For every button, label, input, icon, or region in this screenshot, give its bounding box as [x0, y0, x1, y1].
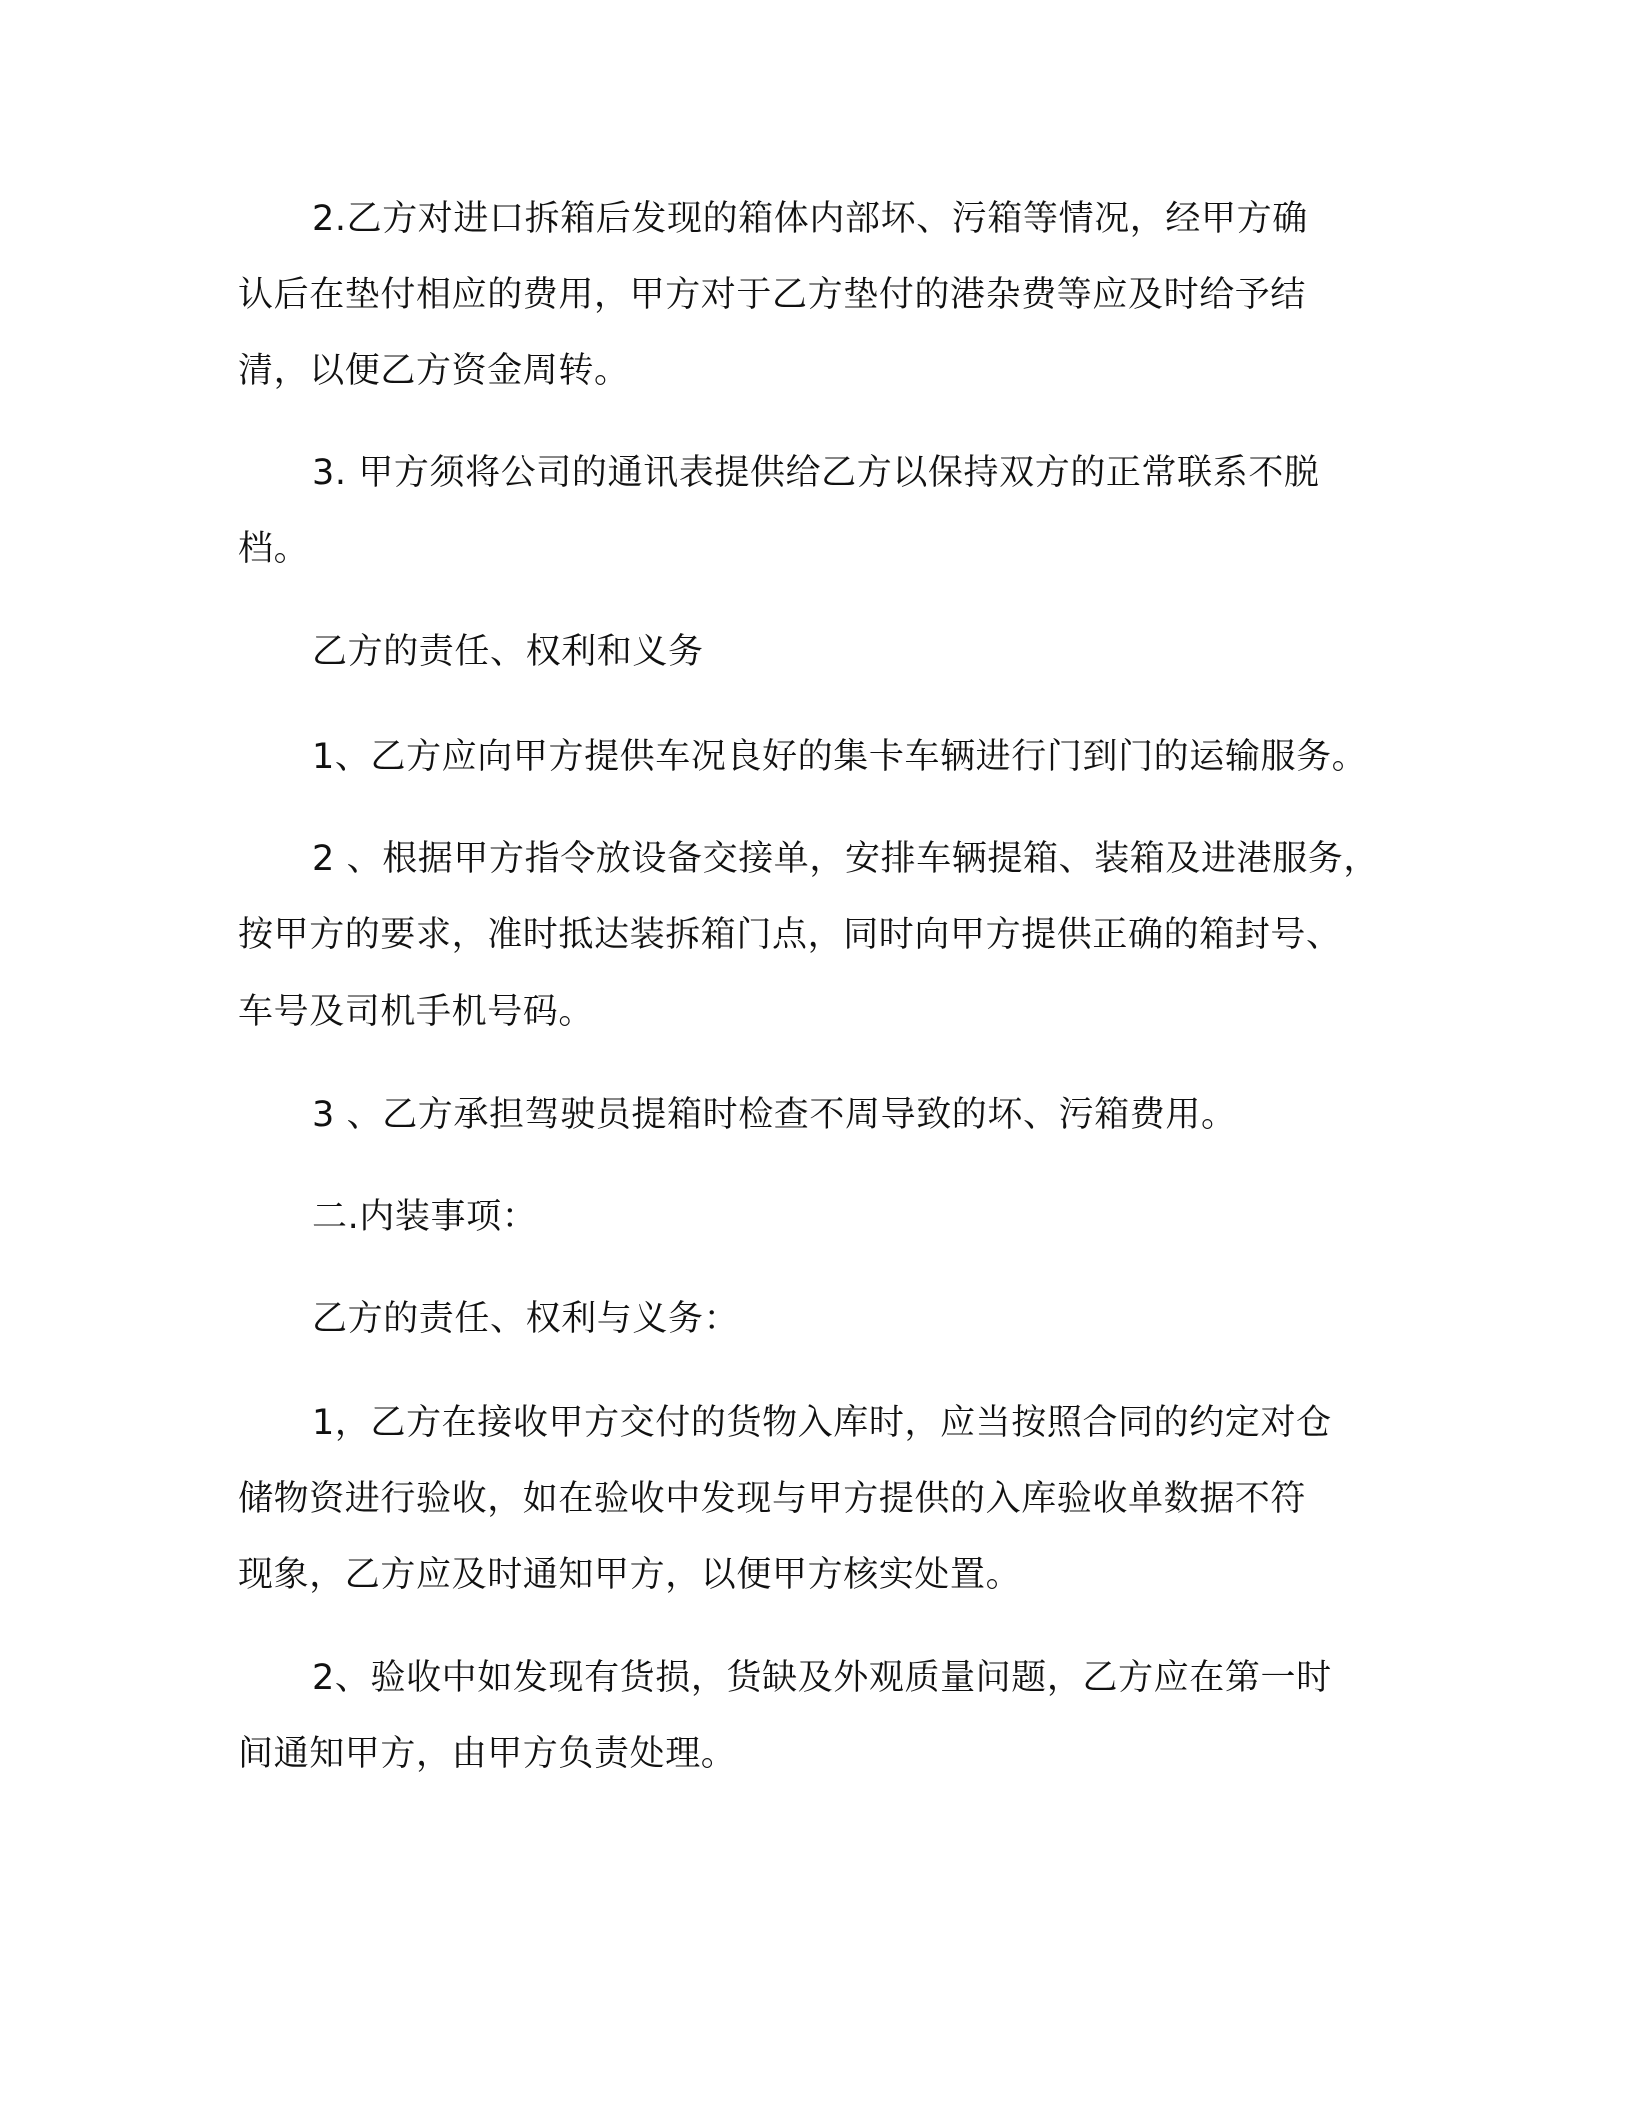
section-heading: 乙方的责任、权利与义务：	[312, 1299, 740, 1339]
paragraph-line: 认后在垫付相应的费用，甲方对于乙方垫付的港杂费等应及时给予结	[238, 275, 1307, 315]
paragraph-line: 按甲方的要求，准时抵达装拆箱门点，同时向甲方提供正确的箱封号、	[238, 915, 1342, 955]
section-heading: 乙方的责任、权利和义务	[312, 632, 704, 672]
paragraph-line: 储物资进行验收，如在验收中发现与甲方提供的入库验收单数据不符	[238, 1479, 1307, 1519]
paragraph-line: 3 、乙方承担驾驶员提箱时检查不周导致的坏、污箱费用。	[312, 1095, 1237, 1135]
paragraph-line: 清，以便乙方资金周转。	[238, 351, 630, 391]
paragraph-line: 3. 甲方须将公司的通讯表提供给乙方以保持双方的正常联系不脱	[312, 453, 1320, 493]
paragraph-line: 现象，乙方应及时通知甲方，以便甲方核实处置。	[238, 1555, 1022, 1595]
paragraph-line: 间通知甲方，由甲方负责处理。	[238, 1734, 737, 1774]
paragraph-line: 2.乙方对进口拆箱后发现的箱体内部坏、污箱等情况，经甲方确	[312, 199, 1308, 239]
paragraph-line: 1、乙方应向甲方提供车况良好的集卡车辆进行门到门的运输服务。	[312, 737, 1368, 777]
paragraph-line: 1，乙方在接收甲方交付的货物入库时，应当按照合同的约定对仓	[312, 1403, 1332, 1443]
paragraph-line: 档。	[238, 529, 310, 569]
section-heading: 二.内装事项：	[312, 1197, 538, 1237]
paragraph-line: 车号及司机手机号码。	[238, 992, 595, 1032]
paragraph-line: 2 、根据甲方指令放设备交接单，安排车辆提箱、装箱及进港服务，	[312, 839, 1379, 879]
paragraph-line: 2、验收中如发现有货损，货缺及外观质量问题，乙方应在第一时	[312, 1658, 1332, 1698]
